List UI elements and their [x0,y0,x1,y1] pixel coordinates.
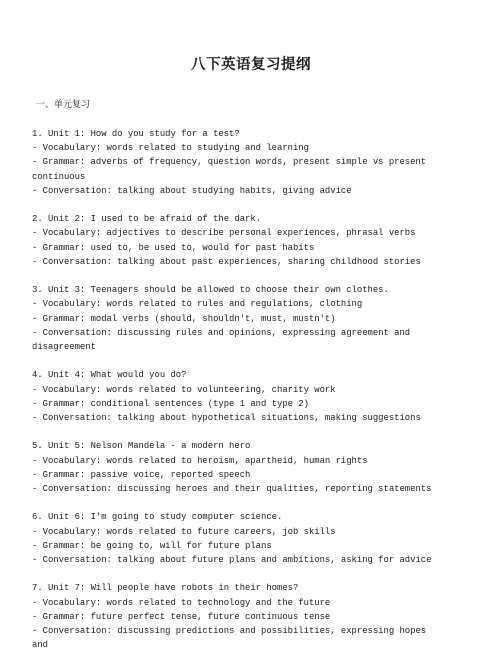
unit-heading: 3. Unit 3: Teenagers should be allowed to choose their own clothes. [32,285,389,296]
unit-item [32,439,434,496]
unit-conversation: - Conversation: talking about hypothetical situations, making suggestions [32,413,421,424]
unit-conversation: - Conversation: talking about future plans and ambitions, asking for advice [32,555,432,566]
section-heading: 一、单元复习 [36,100,91,110]
unit-heading: 2. Unit 2: I used to be afraid of the dark. [32,214,262,225]
unit-item [32,283,434,354]
unit-item [32,212,434,269]
unit-heading: 6. Unit 6: I'm going to study computer science. [32,512,283,523]
unit-heading: 1. Unit 1: How do you study for a test? [32,129,240,139]
unit-item [32,581,434,652]
unit-heading: 5. Unit 5: Nelson Mandela - a modern hero [32,441,251,452]
unit-heading: 4. Unit 4: What would you do? [32,370,187,381]
unit-heading: 7. Unit 7: Will people have robots in their homes? [32,583,299,594]
unit-item [32,368,434,425]
unit-vocabulary: - Vocabulary: words related to future careers, job skills [32,526,336,537]
unit-grammar: - Grammar: adverbs of frequency, question words, present simple vs present continuous [32,157,432,182]
document-title: 八下英语复习提纲 [191,57,311,73]
unit-conversation: - Conversation: talking about studying habits, giving advice [32,185,352,196]
unit-grammar: - Grammar: modal verbs (should, shouldn't, must, mustn't) [32,313,336,324]
unit-grammar: - Grammar: conditional sentences (type 1 and type 2) [32,398,309,409]
unit-vocabulary: - Vocabulary: words related to heroism, apartheid, human rights [32,455,368,466]
unit-item [32,127,434,198]
unit-conversation: - Conversation: talking about past experiences, sharing childhood stories [32,256,421,267]
unit-grammar: - Grammar: passive voice, reported speech [32,469,251,480]
unit-vocabulary: - Vocabulary: words related to volunteering, charity work [32,384,336,395]
unit-vocabulary: - Vocabulary: words related to technology and the future [32,597,331,608]
unit-grammar: - Grammar: future perfect tense, future continuous tense [32,611,331,622]
unit-vocabulary: - Vocabulary: words related to studying and learning [32,143,309,154]
unit-grammar: - Grammar: used to, be used to, would for past habits [32,242,315,253]
unit-grammar: - Grammar: be going to, will for future plans [32,540,272,551]
unit-vocabulary: - Vocabulary: adjectives to describe personal experiences, phrasal verbs [32,228,416,239]
unit-list [32,127,434,667]
unit-conversation: - Conversation: discussing predictions and possibilities, expressing hopes and [32,626,432,651]
unit-vocabulary: - Vocabulary: words related to rules and regulations, clothing [32,299,363,310]
unit-item [32,510,434,567]
unit-conversation: - Conversation: discussing rules and opinions, expressing agreement and disagreement [32,327,416,353]
unit-conversation: - Conversation: discussing heroes and their qualities, reporting statements [32,484,432,495]
